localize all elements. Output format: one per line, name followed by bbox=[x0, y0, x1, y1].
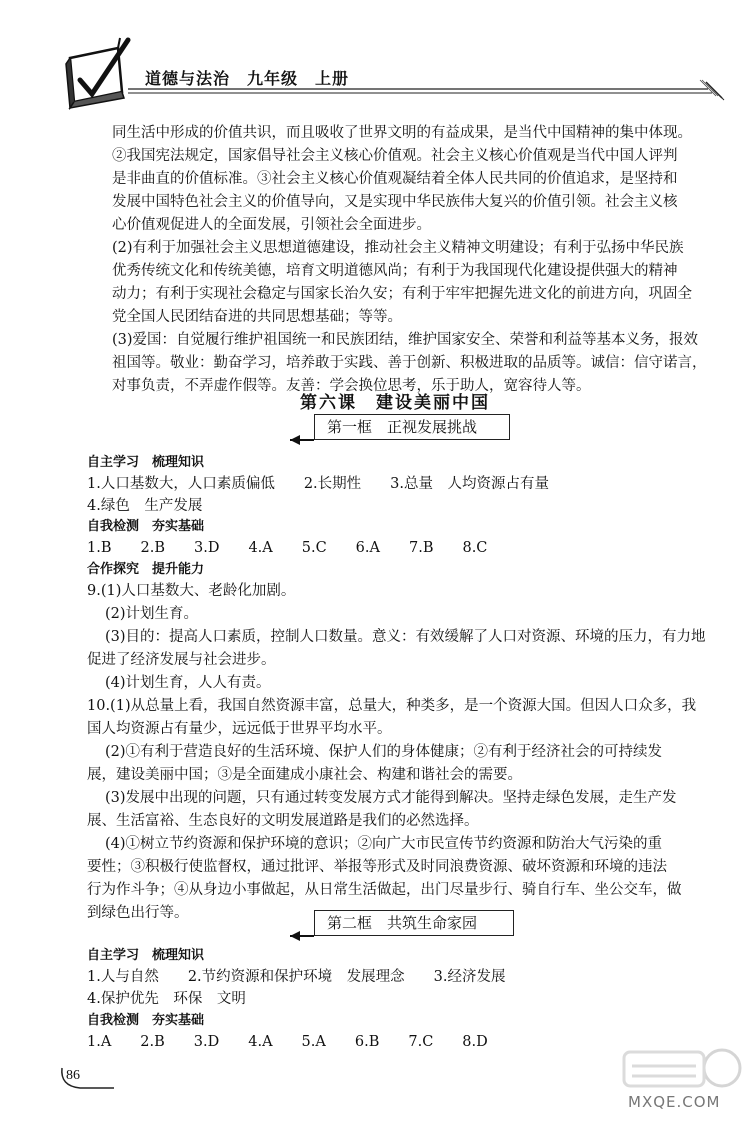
answer-line: (4)计划生育，人人有责。 bbox=[105, 675, 271, 691]
answer-line: (4)①树立节约资源和保护环境的意识；②向广大市民宣传节约资源和防治大气污染的重 bbox=[105, 836, 663, 852]
answer-line: 4.保护优先 环保 文明 bbox=[87, 991, 246, 1007]
answer-line: (2)计划生育。 bbox=[105, 606, 199, 622]
header-decoration bbox=[0, 0, 750, 110]
answer-line: 展，建设美丽中国；③是全面建成小康社会、构建和谐社会的需要。 bbox=[87, 767, 522, 783]
frame-2-title: 第二框 共筑生命家园 bbox=[314, 910, 514, 936]
frame-1-title: 第一框 正视发展挑战 bbox=[314, 414, 510, 440]
answer-line: 1.B 2.B 3.D 4.A 5.C 6.A 7.B 8.C bbox=[87, 540, 488, 556]
answer-line: 1.A 2.B 3.D 4.A 5.A 6.B 7.C 8.D bbox=[87, 1034, 488, 1050]
answer-line: 10.(1)从总量上看，我国自然资源丰富，总量大，种类多，是一个资源大国。但因人口众多，我 bbox=[87, 698, 697, 714]
answer-line: 国人均资源占有量少，远远低于世界平均水平。 bbox=[87, 721, 392, 737]
paragraph-line: 祖国等。敬业：勤奋学习，培养敢于实践、善于创新、积极进取的品质等。诚信：信守诺言， bbox=[112, 355, 707, 371]
paragraph-line: 动力；有利于实现社会稳定与国家长治久安；有利于牢牢把握先进文化的前进方向，巩固全 bbox=[112, 286, 692, 302]
paragraph-line: (2)有利于加强社会主义思想道德建设，推动社会主义精神文明建设；有利于弘扬中华民族 bbox=[112, 240, 684, 256]
book-title: 道德与法治 九年级 上册 bbox=[145, 69, 350, 88]
lesson-title: 第六课 建设美丽中国 bbox=[300, 393, 490, 413]
paragraph-line: 发展中国特色社会主义的价值导向，又是实现中华民族伟大复兴的价值引领。社会主义核 bbox=[112, 194, 678, 210]
frame-arrow-icon bbox=[286, 414, 316, 448]
answer-line: (2)①有利于营造良好的生活环境、保护人们的身体健康；②有利于经济社会的可持续发 bbox=[105, 744, 663, 760]
section-heading: 自主学习 梳理知识 bbox=[87, 948, 205, 963]
section-heading: 合作探究 提升能力 bbox=[87, 562, 205, 577]
paragraph-line: 同生活中形成的价值共识，而且吸收了世界文明的有益成果，是当代中国精神的集中体现。 bbox=[112, 125, 692, 141]
watermark-text: MXQE.COM bbox=[628, 1093, 721, 1111]
answer-line: 要性；③积极行使监督权，通过批评、举报等形式及时同浪费资源、破坏资源和环境的违法 bbox=[87, 859, 667, 875]
page-header bbox=[0, 0, 750, 110]
paragraph-line: 是非曲直的价值标准。③社会主义核心价值观凝结着全体人民共同的价值追求，是坚持和 bbox=[112, 171, 678, 187]
paragraph-line: 党全国人民团结奋进的共同思想基础；等等。 bbox=[112, 309, 402, 325]
answer-line: 1.人口基数大，人口素质偏低 2.长期性 3.总量 人均资源占有量 bbox=[87, 476, 550, 492]
answer-line: 展、生活富裕、生态良好的文明发展道路是我们的必然选择。 bbox=[87, 813, 479, 829]
frame-arrow-icon bbox=[286, 910, 316, 944]
paragraph-line: 对事负责，不弄虚作假等。友善：学会换位思考，乐于助人，宽容待人等。 bbox=[112, 378, 591, 394]
answer-line: 到绿色出行等。 bbox=[87, 905, 189, 921]
answer-line: 4.绿色 生产发展 bbox=[87, 498, 203, 514]
answer-line: 行为作斗争；④从身边小事做起，从日常生活做起，出门尽量步行、骑自行车、坐公交车，做 bbox=[87, 882, 682, 898]
paragraph-line: 优秀传统文化和传统美德，培育文明道德风尚；有利于为我国现代化建设提供强大的精神 bbox=[112, 263, 678, 279]
book-logo-icon bbox=[66, 38, 128, 108]
answer-line: 1.人与自然 2.节约资源和保护环境 发展理念 3.经济发展 bbox=[87, 969, 506, 985]
answer-line: (3)发展中出现的问题，只有通过转变发展方式才能得到解决。坚持走绿色发展，走生产发 bbox=[105, 790, 677, 806]
section-heading: 自主学习 梳理知识 bbox=[87, 455, 205, 470]
answer-line: (3)目的：提高人口素质，控制人口数量。意义：有效缓解了人口对资源、环境的压力，有力地 bbox=[105, 629, 706, 645]
page-number: 86 bbox=[66, 1068, 80, 1083]
answer-line: 9.(1)人口基数大、老龄化加剧。 bbox=[87, 583, 296, 599]
paragraph-line: 心价值观促进人的全面发展，引领社会全面进步。 bbox=[112, 217, 431, 233]
paragraph-line: (3)爱国：自觉履行维护祖国统一和民族团结，维护国家安全、荣誉和利益等基本义务，报效 bbox=[112, 332, 699, 348]
answer-line: 促进了经济发展与社会进步。 bbox=[87, 652, 276, 668]
paragraph-line: ②我国宪法规定，国家倡导社会主义核心价值观。社会主义核心价值观是当代中国人评判 bbox=[112, 148, 678, 164]
section-heading: 自我检测 夯实基础 bbox=[87, 519, 205, 534]
section-heading: 自我检测 夯实基础 bbox=[87, 1013, 205, 1028]
